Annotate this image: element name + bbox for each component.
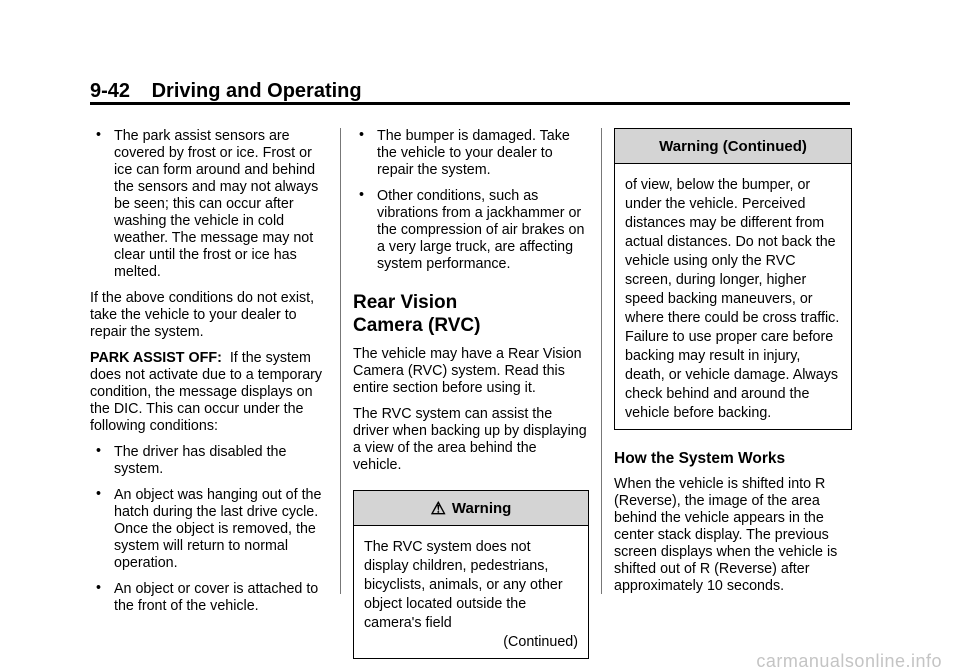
- warning-text: The RVC system does not display children, pedestrians, bicyclists, animals, or any other object located outside the camera's field: [364, 539, 563, 631]
- list-item: • An object was hanging out of the hatch during the last drive cycle. Once the object is removed, the system will return to normal operation.: [90, 487, 330, 572]
- watermark: carmanualsonline.info: [756, 651, 942, 671]
- paragraph: When the vehicle is shifted into R (Reverse), the image of the area behind the vehicle appears in the center stack display. The previous screen displays when the vehicle is shifted out of R (Reverse) after approximately 10 seconds.: [614, 476, 838, 594]
- column-divider: [601, 128, 602, 594]
- page-header: [90, 80, 362, 103]
- list-item: • The driver has disabled the system.: [90, 444, 330, 478]
- paragraph: The vehicle may have a Rear Vision Camera (RVC) system. Read this entire section before using it.: [353, 346, 582, 396]
- column-divider: [340, 128, 341, 594]
- paragraph: If the above conditions do not exist, take the vehicle to your dealer to repair the system.: [90, 290, 315, 340]
- park-assist-off-text: If the system does not activate due to a temporary condition, the message displays on the DIC. This can occur under the following conditions:: [90, 350, 323, 434]
- warning-box: [353, 490, 589, 659]
- section-heading-line: Camera (RVC): [353, 315, 481, 336]
- warning-header: [354, 491, 588, 526]
- list-item: • The bumper is damaged. Take the vehicle to your dealer to repair the system.: [353, 128, 589, 179]
- column-1: [90, 128, 330, 615]
- header-rule: [90, 102, 850, 105]
- warning-header: [615, 129, 851, 164]
- list-item: • An object or cover is attached to the front of the vehicle.: [90, 581, 330, 615]
- warning-box-continued: [614, 128, 852, 430]
- warning-triangle-icon: ⚠: [430, 498, 446, 518]
- warning-body: [354, 526, 588, 658]
- warning-continued-title: Warning (Continued): [659, 137, 807, 155]
- section-title: Driving and Operating: [151, 80, 362, 102]
- warning-body: of view, below the bumper, or under the vehicle. Perceived distances may be different from actual distances. Do not back the vehicle using only the RVC screen, during longer, higher speed backing maneuvers, or where there could be cross traffic. Failure to use proper care before backing may result in injury, death, or vehicle damage. Always check behind and around the vehicle before backing.: [625, 177, 840, 421]
- park-assist-off-label: PARK ASSIST OFF:: [90, 350, 222, 366]
- warning-title: Warning: [451, 499, 512, 517]
- subsection-heading: How the System Works: [614, 450, 786, 467]
- paragraph: The RVC system can assist the driver when backing up by displaying a view of the area behind the vehicle.: [353, 406, 587, 473]
- column-3: [614, 128, 852, 595]
- park-assist-off-paragraph: [90, 350, 330, 435]
- continued-label: (Continued): [503, 634, 578, 650]
- section-heading-line: Rear Vision: [353, 292, 458, 313]
- column-2: [353, 128, 589, 659]
- page-number: 9-42: [90, 80, 131, 102]
- list-item: • Other conditions, such as vibrations from a jackhammer or the compression of air brakes on a very large truck, are affecting system performance.: [353, 188, 589, 273]
- section-heading: [353, 291, 589, 337]
- list-item: • The park assist sensors are covered by frost or ice. Frost or ice can form around and behind the sensors and may not always be seen; this can occur after washing the vehicle in cold weather. The message may not clear until the frost or ice has melted.: [90, 128, 330, 281]
